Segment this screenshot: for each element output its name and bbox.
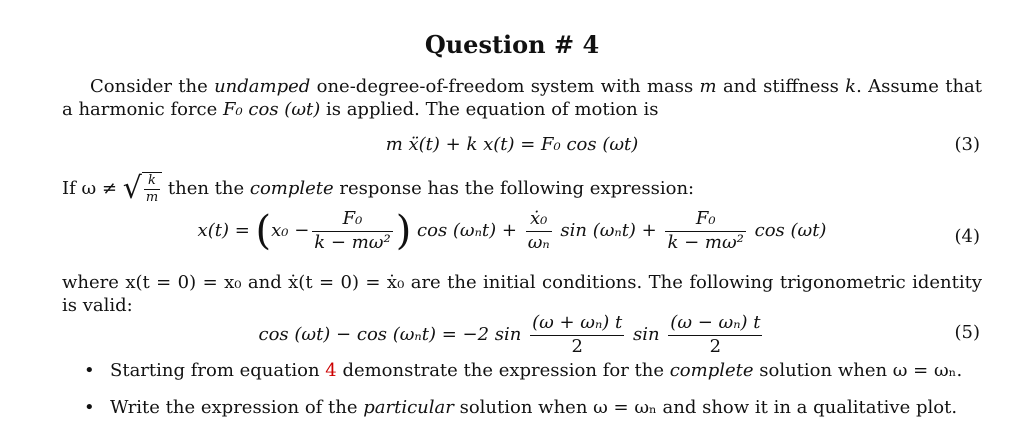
equation-5-body — [0, 312, 1024, 358]
eq4-f1-num: F₀ — [312, 208, 392, 232]
eq4-f2-num: ẋ₀ — [526, 208, 552, 232]
eq4-f1-den: k − mω² — [314, 231, 391, 253]
eq4-fraction-3 — [665, 208, 745, 254]
eq4-sin1: sin (ωₙt) + — [554, 220, 663, 241]
condition-paragraph — [62, 170, 982, 208]
eq4-cos1: cos (ωₙt) + — [411, 220, 523, 241]
task-list — [84, 360, 984, 419]
equation-3-body: m ẍ(t) + k x(t) = F₀ cos (ωt) — [385, 134, 639, 155]
initial-conditions-paragraph — [62, 272, 982, 317]
initial-conditions-text: where x(t = 0) = x₀ and ẋ(t = 0) = ẋ₀ are the initial conditions. The following trigonometric identity is valid: — [62, 272, 982, 316]
task1-complete-word: complete — [669, 360, 754, 381]
eq4-x0: x₀ − — [271, 220, 310, 241]
intro-text-5: is applied. The equation of motion is — [320, 98, 659, 120]
condition-text-3: response has the following expression: — [333, 177, 695, 199]
eq4-right-paren: ) — [395, 208, 412, 254]
sqrt-denominator: m — [145, 189, 159, 205]
task1-text-2: demonstrate the expression for the — [336, 360, 670, 381]
eq5-f1-den: 2 — [571, 335, 583, 357]
eq4-fraction-1 — [312, 208, 392, 254]
condition-text-2: then the — [162, 177, 250, 199]
complete-word: complete — [249, 177, 334, 199]
task2-particular-word: particular — [363, 396, 454, 418]
eq4-lhs: x(t) = — [197, 220, 256, 241]
question-title: Question # 4 — [424, 30, 600, 59]
eq4-cos2: cos (ωt) — [748, 220, 827, 241]
equation-3-number: (3) — [954, 134, 980, 155]
equation-4-number: (4) — [954, 226, 980, 247]
eq4-left-paren: ( — [255, 208, 272, 254]
task1-text-3: solution when ω = ωₙ. — [753, 360, 963, 381]
task-item-2 — [84, 397, 984, 420]
task2-text-2: solution when ω = ωₙ and show it in a qualitative plot. — [453, 396, 958, 418]
eq5-lhs: cos (ωt) − cos (ωₙt) = −2 sin — [258, 324, 528, 345]
eq5-f2-num: (ω − ωₙ) t — [668, 312, 762, 336]
eq5-fraction-2 — [668, 312, 762, 358]
eq5-fraction-1 — [530, 312, 624, 358]
eq5-f1-num: (ω + ωₙ) t — [530, 312, 624, 336]
undamped-word: undamped — [214, 76, 311, 97]
condition-text-1: If ω ≠ — [62, 177, 123, 199]
equation-4-body — [0, 206, 1024, 256]
eq5-f2-den: 2 — [709, 335, 722, 357]
force-expression: F₀ cos (ωt) — [223, 98, 321, 120]
intro-text-1: Consider the — [90, 76, 215, 97]
eq4-f3-num: F₀ — [665, 208, 745, 232]
intro-paragraph — [62, 76, 982, 121]
stiffness-symbol: k — [845, 76, 857, 97]
intro-text-3: and stiffness — [716, 76, 846, 97]
eq4-f3-den: k − mω² — [667, 231, 744, 253]
equation-5-number: (5) — [954, 322, 980, 343]
intro-text-4: . Assume that a harmonic force — [62, 76, 983, 120]
task2-text-1: Write the expression of the — [110, 396, 364, 418]
task-item-1 — [84, 360, 984, 383]
eq4-fraction-2 — [526, 208, 552, 254]
sqrt-numerator: k — [144, 173, 160, 190]
equation-reference-link[interactable]: 4 — [325, 360, 337, 381]
intro-text-2: one-degree-of-freedom system with mass — [310, 76, 700, 97]
eq4-f2-den: ωₙ — [527, 231, 550, 253]
eq5-mid: sin — [627, 324, 666, 345]
sqrt-k-over-m: √ $\frac{k}{m}$ — [123, 170, 162, 208]
task1-text-1: Starting from equation — [110, 360, 326, 381]
mass-symbol: m — [699, 76, 717, 97]
